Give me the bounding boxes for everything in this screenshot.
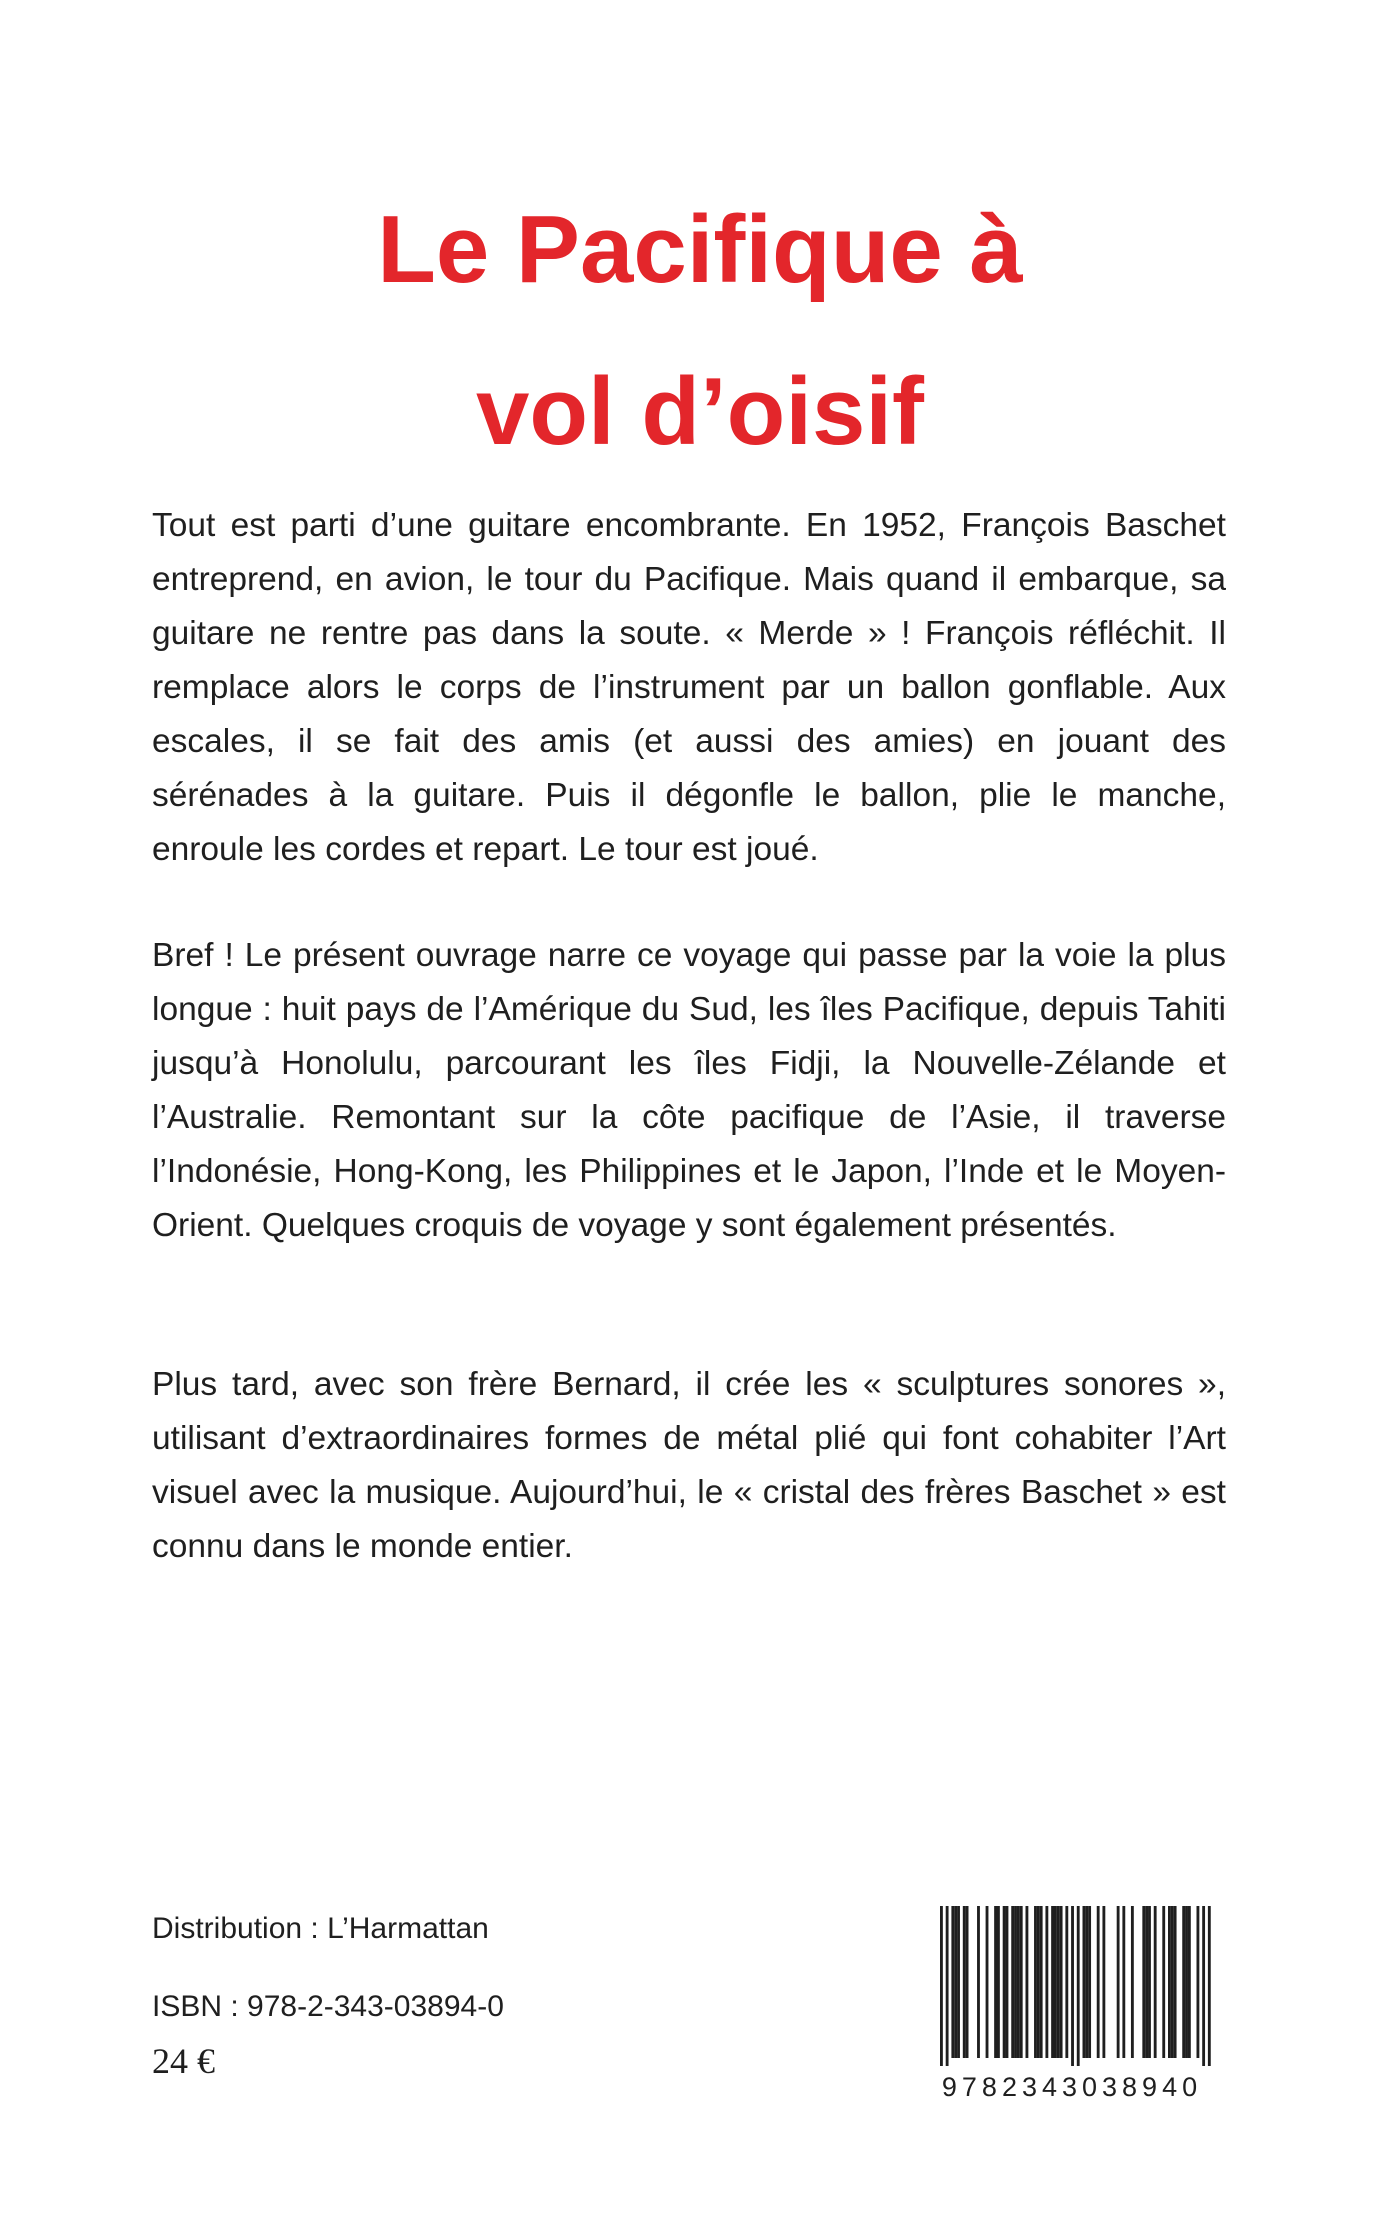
- barcode-bar: [966, 1906, 969, 2058]
- barcode-bar: [1142, 1906, 1145, 2058]
- barcode-bar: [1188, 1906, 1191, 2058]
- barcode-bar: [997, 1906, 1000, 2058]
- barcode-bar: [940, 1906, 943, 2066]
- blurb-paragraph-2: Bref ! Le présent ouvrage narre ce voyage qui passe par la voie la plus longue : huit pays de l’Amérique du Sud, les îles Pacifique, depuis Tahiti jusqu’à Honolulu, parcourant les îles Fidji, la Nouvelle-Zélande et l’Australie. Remontant sur la côte pacifique de l’Asie, il traverse l’Indonésie, Hong-Kong, les Philippines et le Japon, l’Inde et le Moyen-Orient. Quelques croquis de voyage y sont également présentés.: [152, 937, 1226, 1244]
- barcode-bar: [1131, 1906, 1134, 2058]
- barcode-digits: 9782343038940: [941, 2072, 1203, 2102]
- barcode-bar: [1011, 1906, 1014, 2058]
- barcode-bar: [1006, 1906, 1009, 2058]
- barcode-bar: [1017, 1906, 1020, 2058]
- barcode-bar: [1154, 1906, 1157, 2058]
- barcode-bar: [1117, 1906, 1120, 2058]
- barcode-bar: [954, 1906, 957, 2058]
- barcode-bar: [951, 1906, 954, 2058]
- price-label: 24 €: [152, 2041, 215, 2081]
- barcode-bar: [994, 1906, 997, 2058]
- barcode-bar: [1057, 1906, 1060, 2058]
- barcode-bar: [1122, 1906, 1125, 2058]
- book-title: [0, 169, 1400, 493]
- blurb-paragraph-3: Plus tard, avec son frère Bernard, il crée les « sculptures sonores », utilisant d’extraordinaires formes de métal plié qui font cohabiter l’Art visuel avec la musique. Aujourd’hui, le « cristal des frères Baschet » est connu dans le monde entier.: [152, 1366, 1226, 1565]
- barcode-bar: [946, 1906, 949, 2066]
- barcode-bar: [1148, 1906, 1151, 2058]
- barcode-bar: [1208, 1906, 1211, 2066]
- barcode-bar: [1083, 1906, 1086, 2058]
- barcode-bar: [1014, 1906, 1017, 2058]
- barcode-bars: [940, 1906, 1211, 2066]
- barcode-bar: [1026, 1906, 1029, 2058]
- barcode-bar: [1040, 1906, 1043, 2058]
- barcode-bar: [1034, 1906, 1037, 2058]
- barcode-bar: [1051, 1906, 1054, 2058]
- barcode-bar: [1202, 1906, 1205, 2066]
- barcode-bar: [963, 1906, 966, 2058]
- blurb-paragraph-1: Tout est parti d’une guitare encombrante. En 1952, François Baschet entreprend, en avion, le tour du Pacifique. Mais quand il embarque, sa guitare ne rentre pas dans la soute. « Merde » ! François réfléchit. Il remplace alors le corps de l’instrument par un ballon gonflable. Aux escales, il se fait des amis (et aussi des amies) en jouant des sérénades à la guitare. Puis il dégonfle le ballon, plie le manche, enroule les cordes et repart. Le tour est joué.: [152, 507, 1226, 868]
- book-title-line-2: vol d’oisif: [475, 358, 925, 466]
- barcode-bar: [1077, 1906, 1080, 2066]
- barcode-bar: [1185, 1906, 1188, 2058]
- barcode-bar: [986, 1906, 989, 2058]
- barcode-bar: [1171, 1906, 1174, 2058]
- barcode-bar: [1037, 1906, 1040, 2058]
- barcode: [920, 1906, 1225, 2102]
- barcode-bar: [1097, 1906, 1100, 2058]
- barcode-bar: [1162, 1906, 1165, 2058]
- barcode-bar: [1102, 1906, 1105, 2058]
- barcode-bar: [1065, 1906, 1068, 2058]
- barcode-bar: [1088, 1906, 1091, 2058]
- barcode-bar: [1174, 1906, 1177, 2058]
- barcode-bar: [1003, 1906, 1006, 2058]
- book-title-line-1: Le Pacifique à: [377, 196, 1023, 304]
- barcode-bar: [1071, 1906, 1074, 2066]
- barcode-bar: [1145, 1906, 1148, 2058]
- barcode-bar: [1054, 1906, 1057, 2058]
- barcode-bar: [957, 1906, 960, 2058]
- barcode-bar: [1168, 1906, 1171, 2058]
- barcode-bar: [1182, 1906, 1185, 2058]
- isbn-label: ISBN : 978-2-343-03894-0: [152, 1990, 504, 2023]
- distribution-label: Distribution : L’Harmattan: [152, 1912, 489, 1945]
- barcode-bar: [1197, 1906, 1200, 2058]
- barcode-bar: [1060, 1906, 1063, 2058]
- barcode-bar: [977, 1906, 980, 2058]
- barcode-bar: [1045, 1906, 1048, 2058]
- barcode-bar: [1020, 1906, 1023, 2058]
- barcode-bar: [1085, 1906, 1088, 2058]
